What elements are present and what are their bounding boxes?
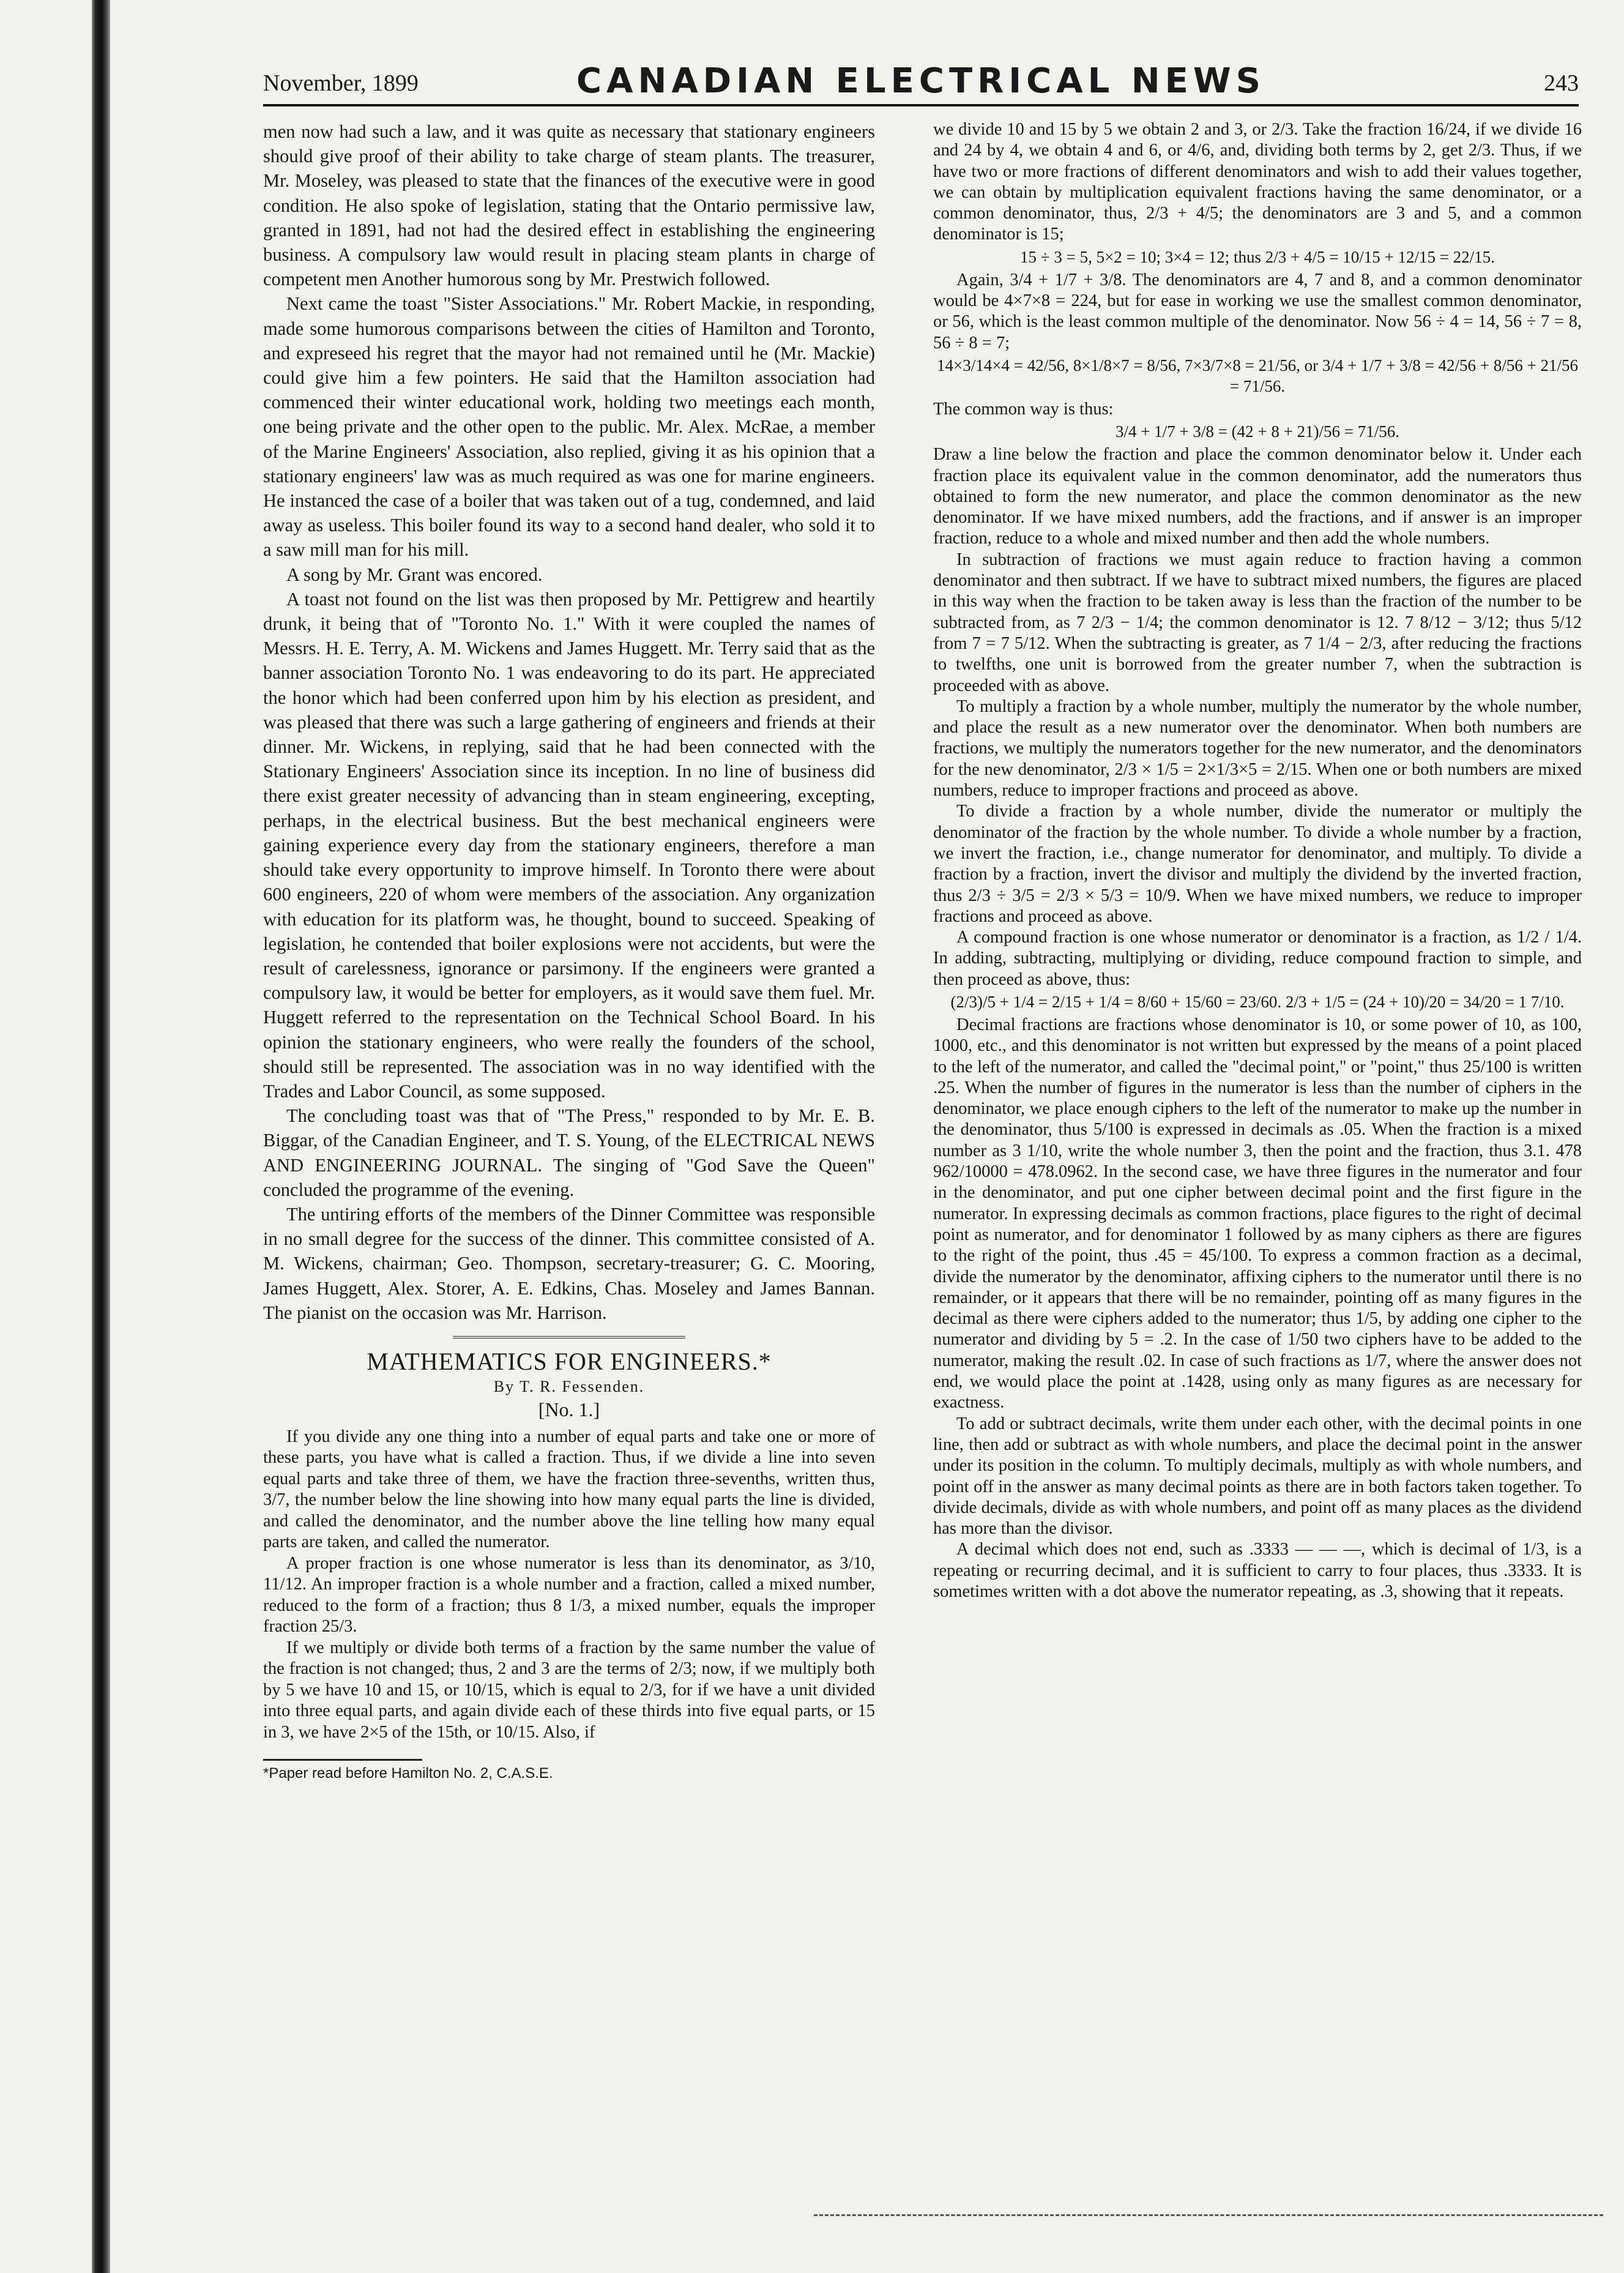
footnote: *Paper read before Hamilton No. 2, C.A.S.E. [263, 1765, 553, 1782]
paragraph: In subtraction of fractions we must again reduce to fraction having a common denominator and then subtract. If we have to subtract mixed numbers, the figures are placed in this way when the fraction to be taken away is less than the fraction of the number to be subtracted from, as 7 2/3 − 1/4; the common denominator is 12. 7 8/12 − 3/12; thus 5/12 from 7 = 7 5/12. When the subtracting is greater, as 7 1/4 − 2/3, after reducing the fractions to twelfths, one unit is borrowed from the greater number 7, when the subtraction is proceeded with as above. [933, 550, 1582, 695]
paragraph: A toast not found on the list was then proposed by Mr. Pettigrew and heartily drunk, it being that of "Toronto No. 1." With it were coupled the names of Messrs. H. E. Terry, A. M. Wickens and James Huggett. Mr. Terry said that as the banner association Toronto No. 1 was endeavoring to do its part. He appreciated the honor which had been conferred upon him by his election as president, and was pleased that there was such a large gathering of engineers and friends at their dinner. Mr. Wickens, in replying, said that he had been connected with the Stationary Engineers' Association since its inception. In no line of business did there exist greater necessity of advancing than in steam engineering, excepting, perhaps, in the electrical business. But the best mechanical engineers were gaining experience every day from the stationary engineers, therefore a man should take every opportunity to improve himself. In Toronto there were about 600 engineers, 220 of whom were members of the association. Any organization with education for its platform was, he thought, bound to succeed. Speaking of legislation, he contended that boiler explosions were not accidents, but were the result of carelessness, ignorance or parsimony. If the engineers were granted a compulsory law, it would be better for employers, as it would save them fuel. Mr. Huggett referred to the representation on the Technical School Board. In his opinion the stationary engineers, who were really the founders of the school, should still be represented. The association was in no way identified with the Trades and Labor Council, as some supposed. [263, 588, 875, 1102]
paragraph: The common way is thus: [933, 399, 1114, 419]
paragraph: A decimal which does not end, such as .3333 — — —, which is decimal of 1/3, is a repeating or recurring decimal, and it is sufficient to carry to four places, thus .3333. It is sometimes written with a dot above the numerator repeating, as .3, showing that it repeats. [933, 1540, 1582, 1601]
article-title: MATHEMATICS FOR ENGINEERS.* [367, 1347, 772, 1375]
left-column [263, 119, 875, 1783]
article-body [263, 1427, 875, 1744]
page-number: 243 [1544, 70, 1579, 96]
paragraph: The untiring efforts of the members of the Dinner Committee was responsible in no small degree for the success of the dinner. This committee consisted of A. M. Wickens, chairman; Geo. Thompson, secretary-treasurer; G. C. Mooring, James Huggett, Alex. Storer, A. E. Edkins, Chas. Moseley and James Bannan. The pianist on the occasion was Mr. Harrison. [263, 1203, 875, 1323]
article-byline: By T. R. Fessenden. [493, 1377, 645, 1395]
paragraph: Again, 3/4 + 1/7 + 3/8. The denominators are 4, 7 and 8, and a common denominator would be 4×7×8 = 224, but for ease in working we use the smallest common denominator, or 56, which is the least common multiple of the denominator. Now 56 ÷ 4 = 14, 56 ÷ 7 = 8, 56 ÷ 8 = 7; [933, 270, 1582, 353]
page-binding-edge [92, 0, 110, 2273]
paragraph: Draw a line below the fraction and place the common denominator below it. Under each fraction place its equivalent value in the common denominator, add the numerators thus obtained to form the new numerator, and place the common denominator as the new denominator. If we have mixed numbers, add the fractions, and if answer is an improper fraction, reduce to a whole and mixed number and then add the whole numbers. [933, 445, 1582, 548]
issue-date: November, 1899 [263, 70, 419, 96]
paragraph: A proper fraction is one whose numerator is less than its denominator, as 3/10, 11/12. An improper fraction is a whole number and a fraction, called a mixed number, reduced to the form of a fraction; thus 8 1/3, a mixed number, equals the improper fraction 25/3. [263, 1553, 875, 1637]
paragraph: we divide 10 and 15 by 5 we obtain 2 and 3, or 2/3. Take the fraction 16/24, if we divide 16 and 24 by 4, we obtain 4 and 6, or 4/6, and, dividing both terms by 2, get 2/3. Thus, if we have two or more fractions of different denominators and wish to add their values together, we can obtain by multiplication equivalent fractions having the same denominator, or a common denominator, thus, 2/3 + 4/5; the denominators are 3 and 5, and a common denominator is 15; [933, 120, 1582, 244]
paragraph: The concluding toast was that of "The Press," responded to by Mr. E. B. Biggar, of the Canadian Engineer, and T. S. Young, of the ELECTRICAL NEWS AND ENGINEERING JOURNAL. The singing of "God Save the Queen" concluded the programme of the evening. [263, 1105, 875, 1200]
masthead: CANADIAN ELECTRICAL NEWS [576, 61, 1265, 101]
math-line: (2/3)/5 + 1/4 = 2/15 + 1/4 = 8/60 + 15/60 = 23/60. 2/3 + 1/5 = (24 + 10)/20 = 34/20 = 1 7/10. [950, 992, 1565, 1011]
math-line: 3/4 + 1/7 + 3/8 = (42 + 8 + 21)/56 = 71/56. [1115, 422, 1400, 441]
article-number: [No. 1.] [538, 1398, 600, 1420]
section-divider [453, 1336, 685, 1338]
paragraph: To add or subtract decimals, write them under each other, with the decimal points in one line, then add or subtract as with whole numbers, and place the decimal point in the answer under its position in the column. To multiply decimals, multiply as with whole numbers, and point off in the answer as many decimal points as there are in both factors taken together. To divide decimals, divide as with whole numbers, and point off as many places as the dividend has more than the divisor. [933, 1414, 1582, 1539]
paragraph: Decimal fractions are fractions whose denominator is 10, or some power of 10, as 100, 1000, etc., and this denominator is not written but expressed by the means of a point placed to the left of the numerator, and called the "decimal point," or "point," thus 25/100 is written .25. When the number of figures in the numerator is less than the number of ciphers in the denominator, we place enough ciphers to the left of the numerator to make up the number in the denominator, thus 5/100 is expressed in decimals as .05. When the fraction is a mixed number as 3 1/10, write the whole number 3, then the point and the fraction, thus 3.1. 478 962/10000 = 478.0962. In the second case, we have three figures in the numerator and four in the denominator, and put one cipher between decimal point and the first figure in the numerator. In expressing decimals as common fractions, place figures to the right of decimal point as numerator, and for denominator 1 followed by as many ciphers as there are figures to the right of the point, thus .45 = 45/100. To express a common fraction as a decimal, divide the numerator by the denominator, affixing ciphers to the numerator until there is no remainder, or it appears that there will be no remainder, pointing off as many figures in the decimal as there were ciphers added to the numerator; thus 1/5, by adding one cipher to the numerator and dividing by 5 = .2. In the case of 1/50 two ciphers have to be added to the numerator, making the result .02. In case of such fractions as 1/7, where the answer does not end, we would place the point at .1428, using only as many figures as are necessary for exactness. [933, 1015, 1582, 1413]
math-line: 15 ÷ 3 = 5, 5×2 = 10; 3×4 = 12; thus 2/3 + 4/5 = 10/15 + 12/15 = 22/15. [1020, 247, 1495, 266]
right-column [933, 119, 1582, 1602]
paragraph: A song by Mr. Grant was encored. [286, 564, 543, 585]
paragraph: men now had such a law, and it was quite as necessary that stationary engineers should give proof of their ability to take charge of steam plants. The treasurer, Mr. Moseley, was pleased to state that the finances of the executive were in good condition. He also spoke of legislation, stating that the Ontario permissive law, granted in 1891, had not had the desired effect in establishing the engineering business. A compulsory law would result in placing steam plants in charge of competent men Another humorous song by Mr. Prestwich followed. [263, 121, 875, 290]
paragraph: To divide a fraction by a whole number, divide the numerator or multiply the denominator of the fraction by the whole number. To divide a whole number by a fraction, we invert the fraction, i.e., change numerator for denominator, and multiply. To divide a fraction by a fraction, invert the divisor and multiply the dividend by the inverted fraction, thus 2/3 ÷ 3/5 = 2/3 × 5/3 = 10/9. When we have mixed numbers, we reduce to improper fractions and proceed as above. [933, 802, 1582, 926]
bottom-edge-rule [814, 2214, 1603, 2216]
math-line: 14×3/14×4 = 42/56, 8×1/8×7 = 8/56, 7×3/7×8 = 21/56, or 3/4 + 1/7 + 3/8 = 42/56 + 8/56 + 21/56 = 71/56. [937, 356, 1578, 395]
paragraph: To multiply a fraction by a whole number, multiply the numerator by the whole number, and place the result as a new numerator over the denominator. When both numbers are fractions, we multiply the numerators together for the new numerator, and the denominators for the new denominator, 2/3 × 1/5 = 2×1/3×5 = 2/15. When one or both numbers are mixed numbers, reduce to improper fractions and proceed as above. [933, 696, 1582, 801]
paragraph: A compound fraction is one whose numerator or denominator is a fraction, as 1/2 / 1/4. In adding, subtracting, multiplying or dividing, reduce compound fraction to simple, and then proceed as above, thus: [933, 928, 1582, 989]
page-header [263, 61, 1579, 106]
paragraph: Next came the toast "Sister Associations." Mr. Robert Mackie, in responding, made some humorous comparisons between the cities of Hamilton and Toronto, and expreseed his regret that the mayor had not remained until he (Mr. Mackie) could give him a few pointers. He said that the Hamilton association had commenced their winter educational work, holding two meetings each month, one being private and the other open to the public. Mr. Alex. McRae, a member of the Marine Engineers' Association, also replied, giving it as his opinion that a stationary engineers' law was as much required as was one for marine engineers. He instanced the case of a boiler that was taken out of a tug, condemned, and laid away as useless. This boiler found its way to a second hand dealer, who sold it to a saw mill man for his mill. [263, 293, 875, 561]
footnote-divider [263, 1759, 422, 1761]
paragraph: If we multiply or divide both terms of a fraction by the same number the value of the fraction is not changed; thus, 2 and 3 are the terms of 2/3; now, if we multiply both by 5 we have 10 and 15, or 10/15, which is equal to 2/3, for if we have a unit divided into three equal parts, and again divide each of these thirds into five equal parts, or 15 in 3, we have 2×5 of the 15th, or 10/15. Also, if [263, 1638, 875, 1742]
paragraph: If you divide any one thing into a number of equal parts and take one or more of these parts, you have what is called a fraction. Thus, if we divide a line into seven equal parts and take three of them, we have the fraction three-sevenths, written thus, 3/7, the number below the line showing into how many equal parts the line is divided, and called the denominator, and the number above the line telling how many equal parts are taken, and called the numerator. [263, 1427, 875, 1552]
